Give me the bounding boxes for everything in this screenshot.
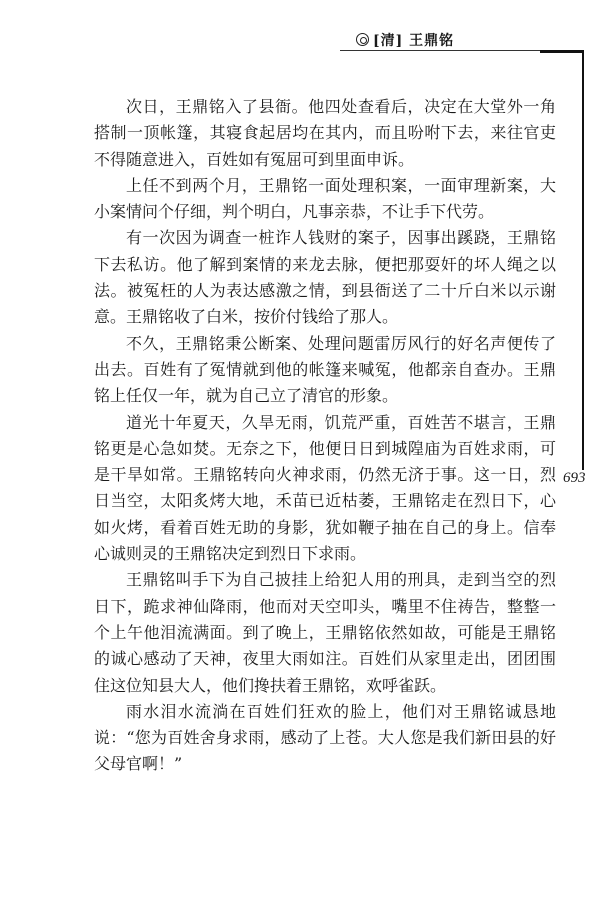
paragraph: 道光十年夏天，久旱无雨，饥荒严重，百姓苦不堪言，王鼎铭更是心急如焚。无奈之下，他便日日到城隍庙为百姓求雨，可是干旱如常。王鼎铭转向火神求雨，仍然无济于事。这一日，烈日当空，太阳炙烤大地，禾苗已近枯萎，王鼎铭走在烈日下，心如火烤，看着百姓无助的身影，犹如鞭子抽在自己的身上。信奉心诚则灵的王鼎铭决定到烈日下求雨。: [94, 412, 556, 564]
header-name: 王鼎铭: [409, 33, 455, 49]
paragraph: 不久，王鼎铭秉公断案、处理问题雷厉风行的好名声便传了出去。百姓有了冤情就到他的帐篷来喊冤，他都亲自查办。王鼎铭上任仅一年，就为自己立了清官的形象。: [94, 333, 556, 406]
margin-rule: [582, 50, 584, 470]
paragraph: 雨水泪水流淌在百姓们狂欢的脸上，他们对王鼎铭诚恳地说：“您为百姓舍身求雨，感动了上苍。大人您是我们新田县的好父母官啊！”: [94, 701, 556, 774]
body-text: [94, 94, 556, 778]
header-dynasty: [清]: [373, 33, 404, 49]
paragraph: 上任不到两个月，王鼎铭一面处理积案，一面审理新案，大小案情问个仔细，判个明白，凡事亲恭，不让手下代劳。: [94, 175, 556, 222]
paragraph: 次日，王鼎铭入了县衙。他四处查看后，决定在大堂外一角搭制一顶帐篷，其寝食起居均在其内，而且吩咐下去，来往官吏不得随意进入，百姓如有冤屈可到里面申诉。: [94, 97, 556, 169]
circle-bullet-icon: [356, 33, 369, 46]
page-number: 693: [563, 470, 586, 486]
paragraph: 王鼎铭叫手下为自己披挂上给犯人用的刑具，走到当空的烈日下，跪求神仙降雨，他而对天空叩头，嘴里不住祷告，整整一个上午他泪流满面。到了晚上，王鼎铭依然如故，可能是王鼎铭的诚心感动了天神，夜里大雨如注。百姓们从家里走出，团团围住这位知县大人，他们搀扶着王鼎铭，欢呼雀跃。: [94, 570, 556, 695]
paragraph: 有一次因为调查一桩诈人钱财的案子，因事出蹊跷，王鼎铭下去私访。他了解到案情的来龙去脉，便把那耍奸的坏人绳之以法。被冤枉的人为表达感激之情，到县衙送了二十斤白米以示谢意。王鼎铭收了白米，按价付钱给了那人。: [94, 228, 556, 327]
running-header: [356, 30, 454, 50]
header-rule-accent: [540, 50, 584, 53]
